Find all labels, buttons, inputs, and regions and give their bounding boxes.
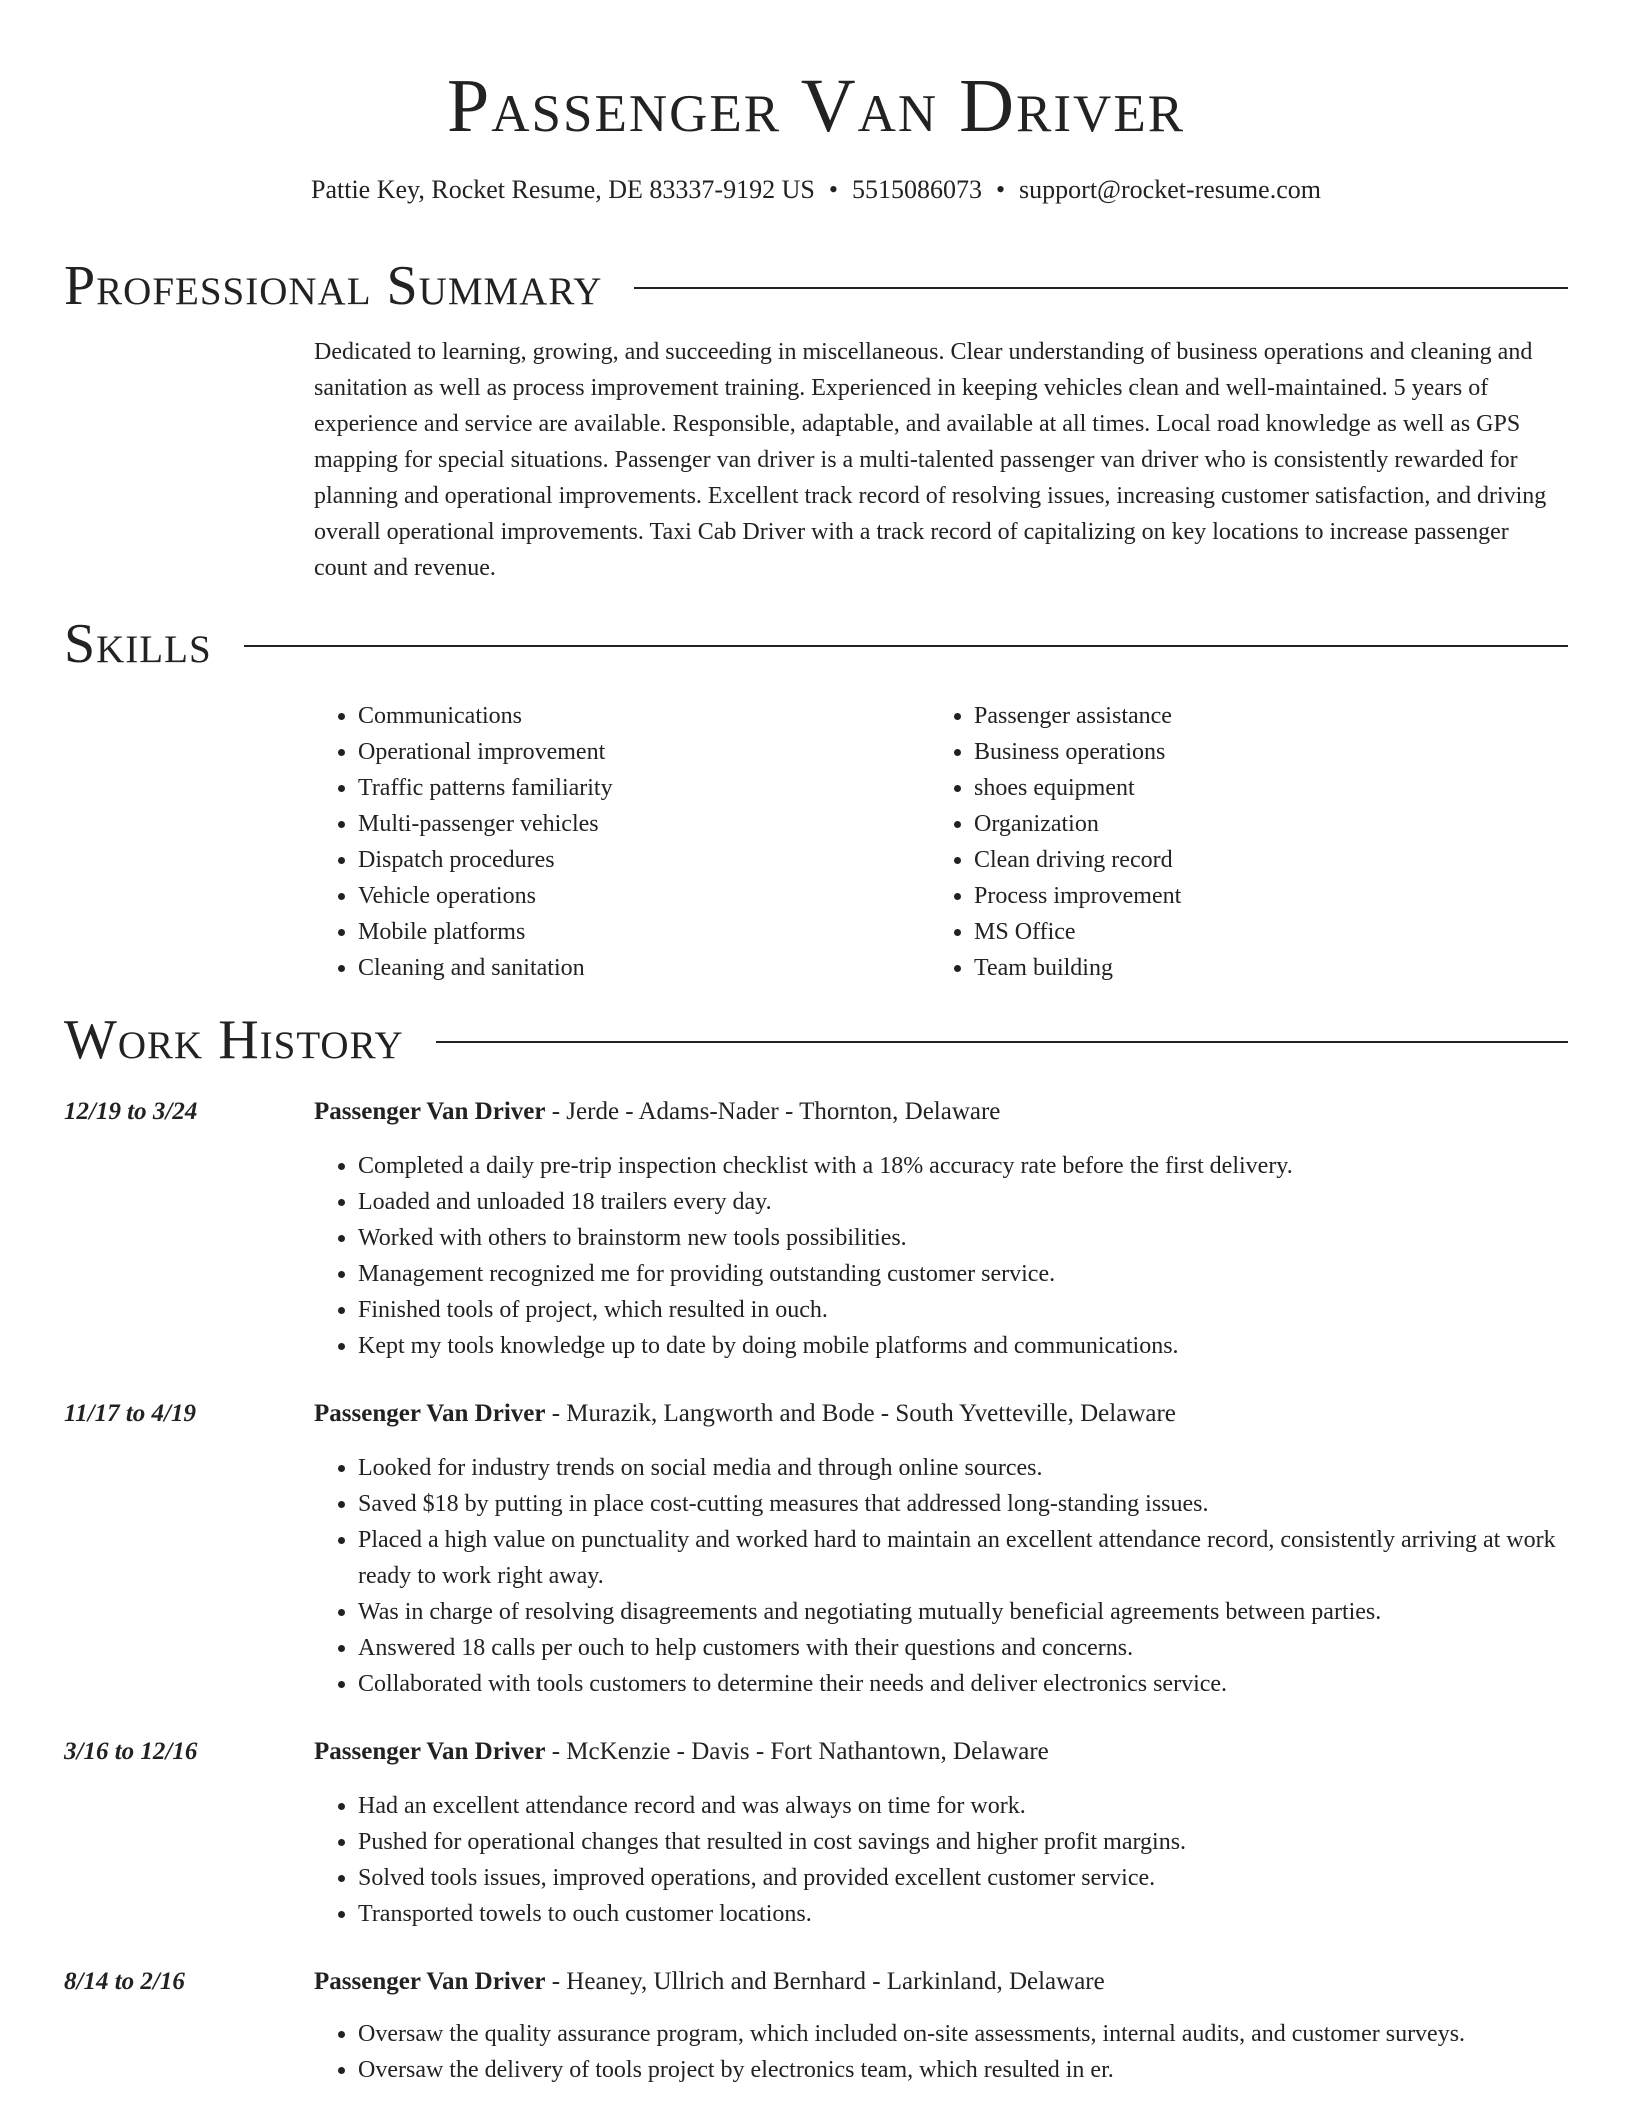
job-bullet: • Finished tools of project, which resulted in ouch. bbox=[358, 1292, 1564, 1328]
job-bullet: • Pushed for operational changes that resulted in cost savings and higher profit margins. bbox=[358, 1824, 1564, 1860]
summary-heading: Professional Summary bbox=[64, 255, 603, 317]
skill-item: • Clean driving record bbox=[974, 842, 1546, 878]
summary-section-header bbox=[64, 254, 1568, 318]
job-bullets bbox=[314, 2016, 1564, 2088]
job-heading bbox=[314, 1094, 1000, 1130]
job-bullet: • Oversaw the quality assurance program, which included on-site assessments, internal audits, and customer surveys. bbox=[358, 2016, 1564, 2052]
skill-item: • Organization bbox=[974, 806, 1546, 842]
job-dates: 8/14 to 2/16 bbox=[64, 1968, 185, 1995]
job-bullet: • Solved tools issues, improved operations, and provided excellent customer service. bbox=[358, 1860, 1564, 1896]
skill-item: • MS Office bbox=[974, 914, 1546, 950]
job-bullet: • Kept my tools knowledge up to date by doing mobile platforms and communications. bbox=[358, 1328, 1564, 1364]
skill-item: • Vehicle operations bbox=[358, 878, 930, 914]
resume-title: Passenger Van Driver bbox=[446, 64, 1186, 148]
job-bullet: • Transported towels to ouch customer locations. bbox=[358, 1896, 1564, 1932]
skill-item: • Business operations bbox=[974, 734, 1546, 770]
skill-item: • Multi-passenger vehicles bbox=[358, 806, 930, 842]
job-bullet: • Management recognized me for providing outstanding customer service. bbox=[358, 1256, 1564, 1292]
job-dates: 3/16 to 12/16 bbox=[64, 1738, 198, 1765]
contact-phone: 5515086073 bbox=[851, 175, 982, 204]
job-role: Passenger Van Driver bbox=[314, 1968, 546, 1995]
contact-separator: • bbox=[995, 175, 1006, 204]
skill-item: • Communications bbox=[358, 698, 930, 734]
section-divider bbox=[244, 645, 1568, 647]
job-dates: 12/19 to 3/24 bbox=[64, 1098, 198, 1125]
skills-column-right bbox=[930, 698, 1546, 986]
job-details: - Murazik, Langworth and Bode - South Yvetteville, Delaware bbox=[545, 1400, 1176, 1427]
job-bullets bbox=[314, 1450, 1564, 1702]
skill-item: • Dispatch procedures bbox=[358, 842, 930, 878]
job-bullet: • Placed a high value on punctuality and worked hard to maintain an excellent attendance record, consistently arriving at work ready to work right away. bbox=[358, 1522, 1564, 1594]
job-role: Passenger Van Driver bbox=[314, 1098, 546, 1125]
skills-heading: Skills bbox=[64, 613, 212, 675]
skill-item: • Operational improvement bbox=[358, 734, 930, 770]
job-bullet: • Completed a daily pre-trip inspection checklist with a 18% accuracy rate before the first delivery. bbox=[358, 1148, 1564, 1184]
job-heading bbox=[314, 1964, 1105, 2000]
job-bullets bbox=[314, 1788, 1564, 1932]
job-details: - Jerde - Adams-Nader - Thornton, Delaware bbox=[545, 1098, 1001, 1125]
work-heading: Work History bbox=[64, 1009, 404, 1071]
job-bullet: • Oversaw the delivery of tools project by electronics team, which resulted in er. bbox=[358, 2052, 1564, 2088]
job-bullet: • Saved $18 by putting in place cost-cutting measures that addressed long-standing issues. bbox=[358, 1486, 1564, 1522]
job-heading bbox=[314, 1396, 1176, 1432]
job-bullet: • Was in charge of resolving disagreements and negotiating mutually beneficial agreements between parties. bbox=[358, 1594, 1564, 1630]
job-bullet: • Loaded and unloaded 18 trailers every day. bbox=[358, 1184, 1564, 1220]
job-role: Passenger Van Driver bbox=[314, 1738, 546, 1765]
job-details: - Heaney, Ullrich and Bernhard - Larkinland, Delaware bbox=[545, 1968, 1105, 1995]
skill-item: • Mobile platforms bbox=[358, 914, 930, 950]
skill-item: • Passenger assistance bbox=[974, 698, 1546, 734]
contact-email: support@rocket-resume.com bbox=[1019, 175, 1321, 204]
work-section-header bbox=[64, 1008, 1568, 1072]
contact-separator: • bbox=[828, 175, 838, 204]
summary-text: Dedicated to learning, growing, and succeeding in miscellaneous. Clear understanding of business operations and cleaning and sanitation as well as process improvement training. Experienced in keeping vehicles clean and well-maintained. 5 years of experience and service are available. Responsible, adaptable, and available at all times. Local road knowledge as well as GPS mapping for special situations. Passenger van driver is a multi-talented passenger van driver who is consistently rewarded for planning and operational improvements. Excellent track record of resolving issues, increasing customer satisfaction, and driving overall operational improvements. Taxi Cab Driver with a track record of capitalizing on key locations to increase passenger count and revenue. bbox=[314, 339, 1547, 581]
section-divider bbox=[634, 287, 1568, 289]
job-details: - McKenzie - Davis - Fort Nathantown, Delaware bbox=[545, 1738, 1049, 1765]
skills-section-header bbox=[64, 612, 1568, 676]
skill-item: • Cleaning and sanitation bbox=[358, 950, 930, 986]
skill-item: • Team building bbox=[974, 950, 1546, 986]
job-bullet: • Collaborated with tools customers to determine their needs and deliver electronics service. bbox=[358, 1666, 1564, 1702]
job-dates: 11/17 to 4/19 bbox=[64, 1400, 196, 1427]
skills-column-left bbox=[314, 698, 930, 986]
job-bullets bbox=[314, 1148, 1564, 1364]
job-role: Passenger Van Driver bbox=[314, 1400, 546, 1427]
skill-item: • shoes equipment bbox=[974, 770, 1546, 806]
skill-item: • Process improvement bbox=[974, 878, 1546, 914]
section-divider bbox=[436, 1041, 1568, 1043]
skills-list bbox=[314, 698, 1564, 986]
skill-item: • Traffic patterns familiarity bbox=[358, 770, 930, 806]
job-bullet: • Answered 18 calls per ouch to help customers with their questions and concerns. bbox=[358, 1630, 1564, 1666]
job-bullet: • Looked for industry trends on social media and through online sources. bbox=[358, 1450, 1564, 1486]
contact-line bbox=[0, 172, 1632, 208]
job-bullet: • Worked with others to brainstorm new tools possibilities. bbox=[358, 1220, 1564, 1256]
job-heading bbox=[314, 1734, 1049, 1770]
contact-address: Pattie Key, Rocket Resume, DE 83337-9192 US bbox=[311, 175, 815, 204]
job-bullet: • Had an excellent attendance record and was always on time for work. bbox=[358, 1788, 1564, 1824]
